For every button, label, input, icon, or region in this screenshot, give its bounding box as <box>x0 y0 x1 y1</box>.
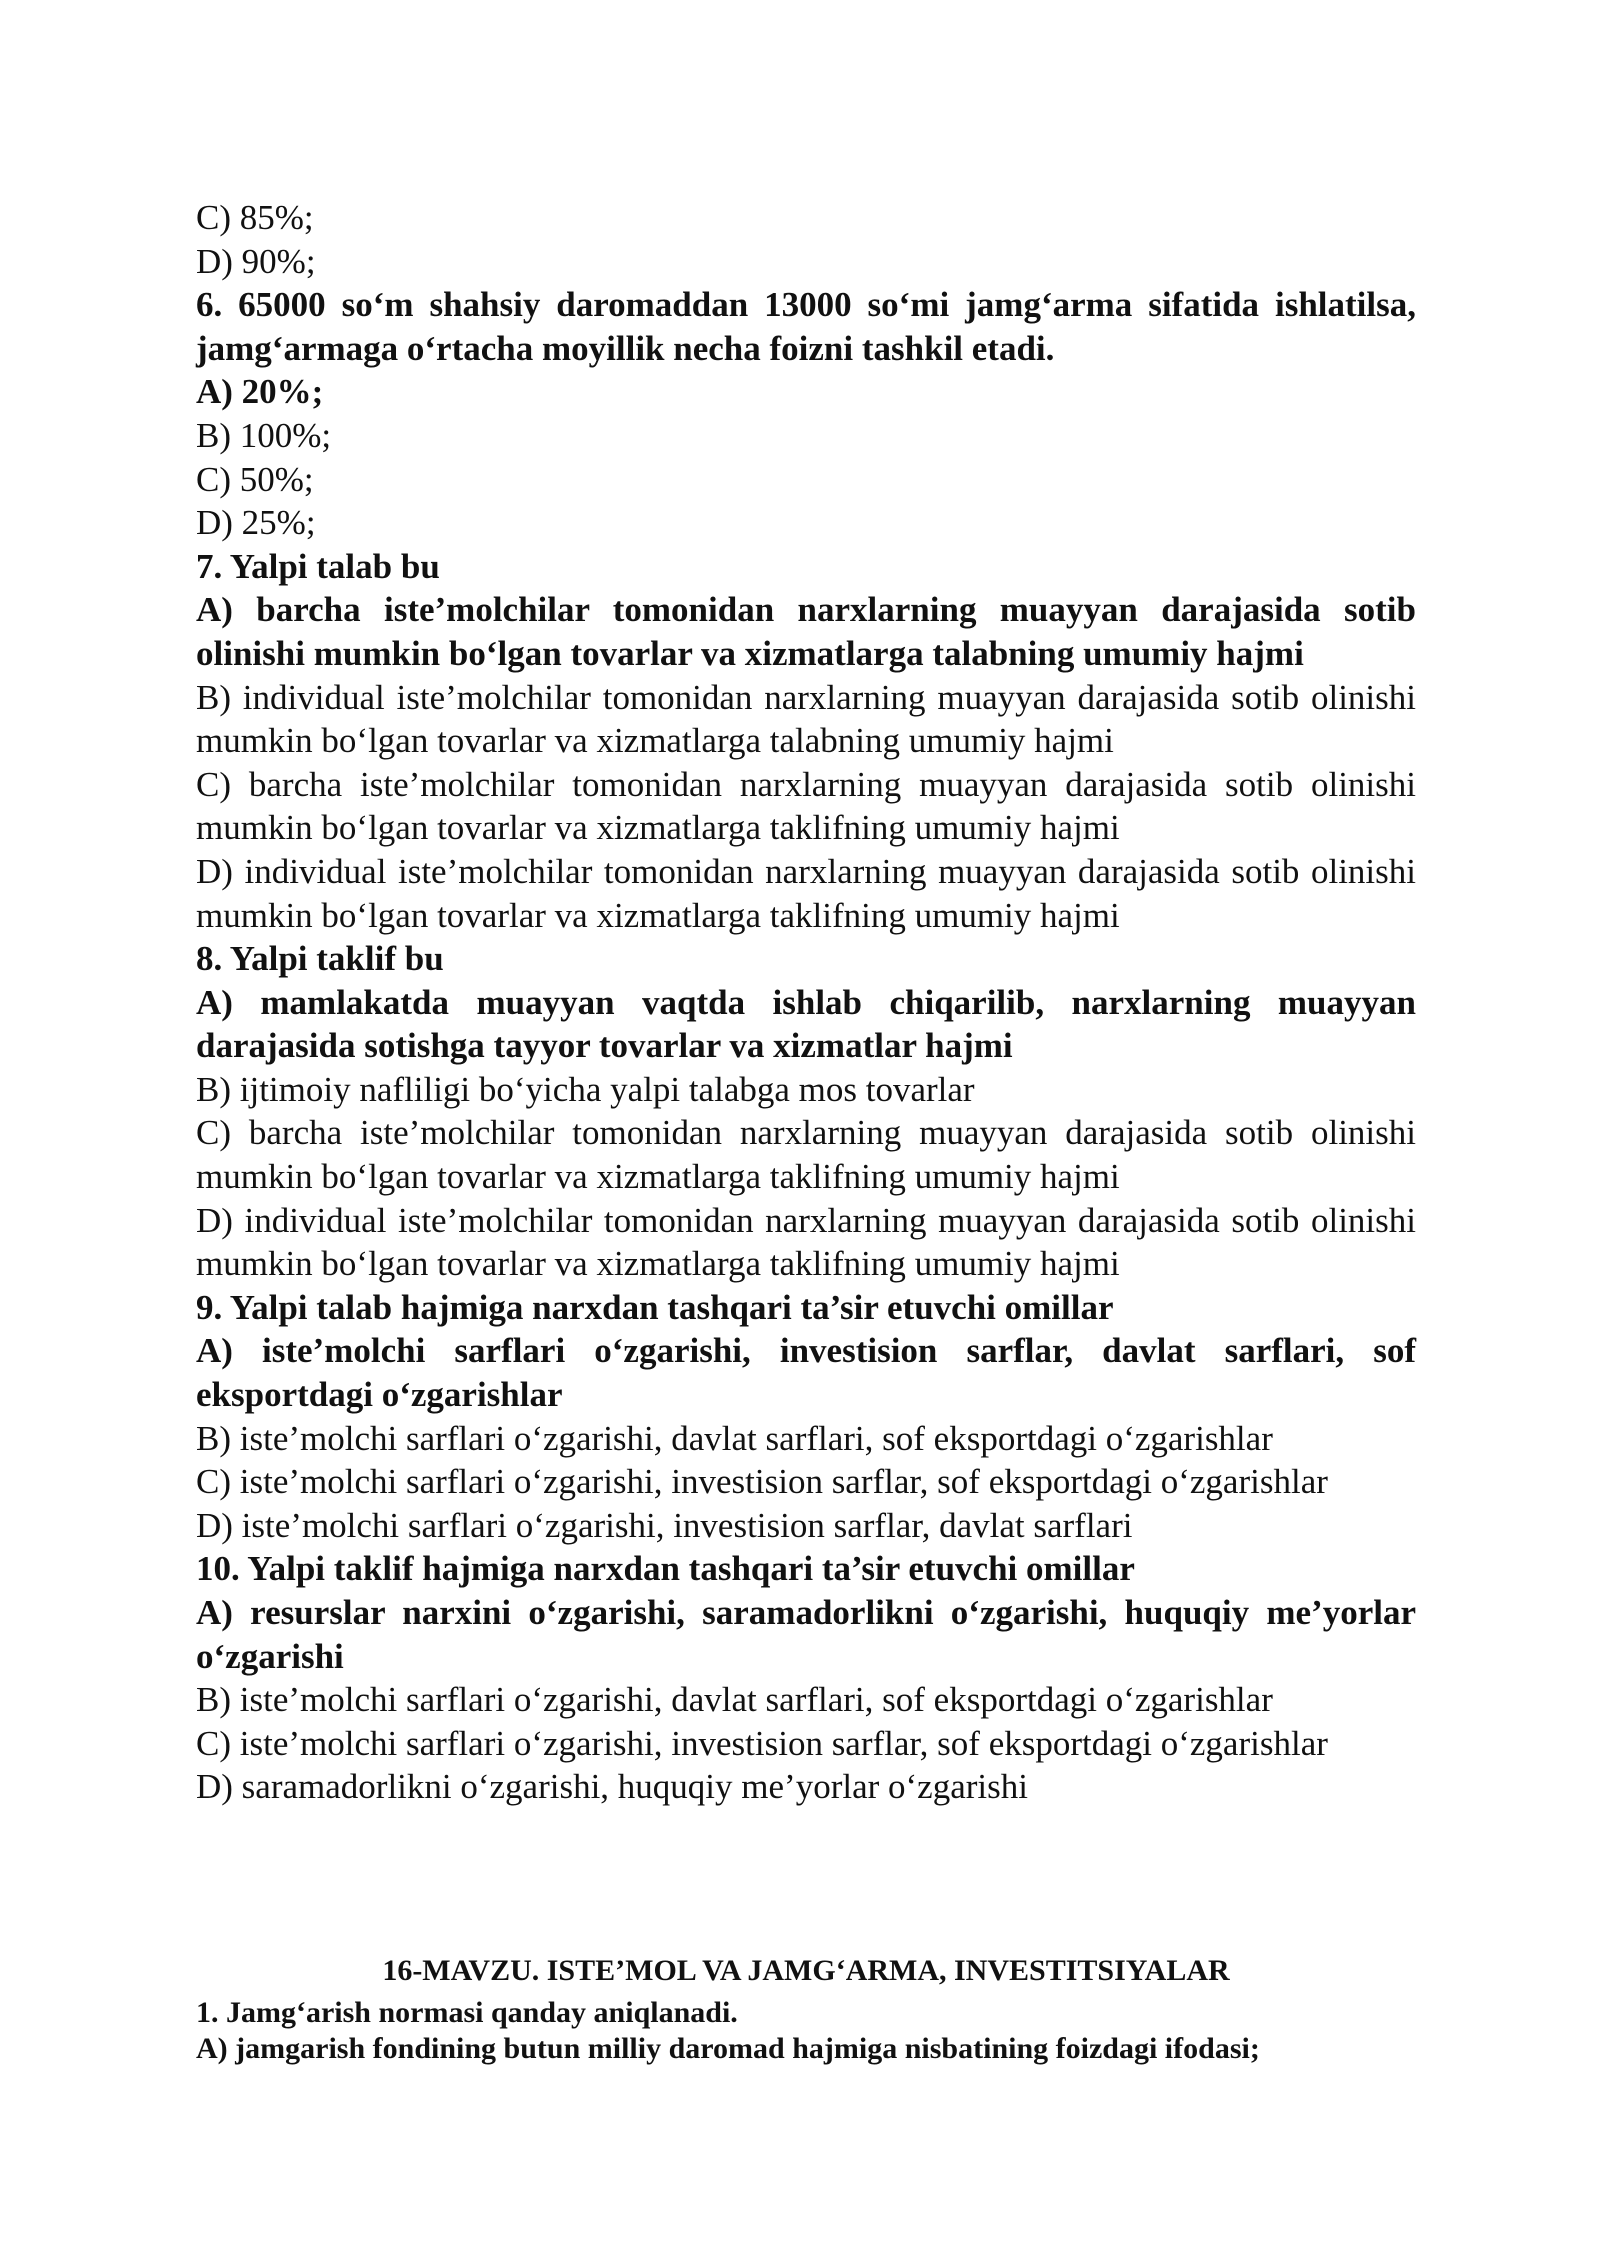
q7-option-b: B) individual iste’molchilar tomonidan narxlarning muayyan darajasida sotib olinishi mumkin bo‘lgan tovarlar va xizmatlarga talabning umumiy hajmi <box>196 677 1416 761</box>
q9-option-c: C) iste’molchi sarflari o‘zgarishi, investision sarflar, sof eksportdagi o‘zgarishlar <box>196 1462 1328 1502</box>
q8-option-b: B) ijtimoiy nafliligi bo‘yicha yalpi talabga mos tovarlar <box>196 1069 975 1109</box>
q9-option-b: B) iste’molchi sarflari o‘zgarishi, davlat sarflari, sof eksportdagi o‘zgarishlar <box>196 1418 1273 1458</box>
q7-question: 7. Yalpi talab bu <box>196 546 440 586</box>
q6-option-c: C) 50%; <box>196 459 314 499</box>
q7-option-a: A) barcha iste’molchilar tomonidan narxlarning muayyan darajasida sotib olinishi mumkin bo‘lgan tovarlar va xizmatlarga talabning umumiy hajmi <box>196 590 1416 673</box>
q5-option-c: C) 85%; <box>196 198 314 237</box>
q9-option-d: D) iste’molchi sarflari o‘zgarishi, investision sarflar, davlat sarflari <box>196 1505 1133 1545</box>
q10-option-c: C) iste’molchi sarflari o‘zgarishi, investision sarflar, sof eksportdagi o‘zgarishlar <box>196 1723 1328 1763</box>
q6-question: 6. 65000 so‘m shahsiy daromaddan 13000 so‘mi jamg‘arma sifatida ishlatilsa, jamg‘armaga o‘rtacha moyillik necha foizni tashkil etadi. <box>196 285 1416 368</box>
q10-option-d: D) saramadorlikni o‘zgarishi, huquqiy me’yorlar o‘zgarishi <box>196 1767 1028 1807</box>
section-title: 16-MAVZU. ISTE’MOL VA JAMG‘ARMA, INVESTITSIYALAR <box>382 1954 1230 1987</box>
section16-q1-question: 1. Jamg‘arish normasi qanday aniqlanadi. <box>196 1996 738 2029</box>
section16-q1-option-a: A) jamgarish fondining butun milliy daromad hajmiga nisbatining foizdagi ifodasi; <box>196 2032 1260 2065</box>
q9-option-a: A) iste’molchi sarflari o‘zgarishi, investision sarflar, davlat sarflari, sof eksportdagi o‘zgarishlar <box>196 1331 1416 1415</box>
q10-option-a: A) resurslar narxini o‘zgarishi, saramadorlikni o‘zgarishi, huquqiy me’yorlar o‘zgarishi <box>196 1593 1416 1676</box>
document-body <box>196 196 1416 1809</box>
q8-option-d: D) individual iste’molchilar tomonidan narxlarning muayyan darajasida sotib olinishi mumkin bo‘lgan tovarlar va xizmatlarga taklifning umumiy hajmi <box>196 1200 1416 1284</box>
q8-option-a: A) mamlakatda muayyan vaqtda ishlab chiqarilib, narxlarning muayyan darajasida sotishga tayyor tovarlar va xizmatlar hajmi <box>196 982 1416 1066</box>
q9-question: 9. Yalpi talab hajmiga narxdan tashqari ta’sir etuvchi omillar <box>196 1287 1114 1327</box>
q6-option-d: D) 25%; <box>196 503 316 543</box>
q6-option-a: A) 20%; <box>196 372 324 412</box>
q7-option-d: D) individual iste’molchilar tomonidan narxlarning muayyan darajasida sotib olinishi mumkin bo‘lgan tovarlar va xizmatlarga taklifning umumiy hajmi <box>196 851 1416 935</box>
q6-option-b: B) 100%; <box>196 415 332 455</box>
q8-option-c: C) barcha iste’molchilar tomonidan narxlarning muayyan darajasida sotib olinishi mumkin bo‘lgan tovarlar va xizmatlarga taklifning umumiy hajmi <box>196 1113 1416 1197</box>
q8-question: 8. Yalpi taklif bu <box>196 939 444 979</box>
q7-option-c: C) barcha iste’molchilar tomonidan narxlarning muayyan darajasida sotib olinishi mumkin bo‘lgan tovarlar va xizmatlarga taklifning umumiy hajmi <box>196 764 1416 848</box>
q10-option-b: B) iste’molchi sarflari o‘zgarishi, davlat sarflari, sof eksportdagi o‘zgarishlar <box>196 1680 1273 1720</box>
q10-question: 10. Yalpi taklif hajmiga narxdan tashqari ta’sir etuvchi omillar <box>196 1549 1135 1589</box>
q5-option-d: D) 90%; <box>196 241 316 281</box>
